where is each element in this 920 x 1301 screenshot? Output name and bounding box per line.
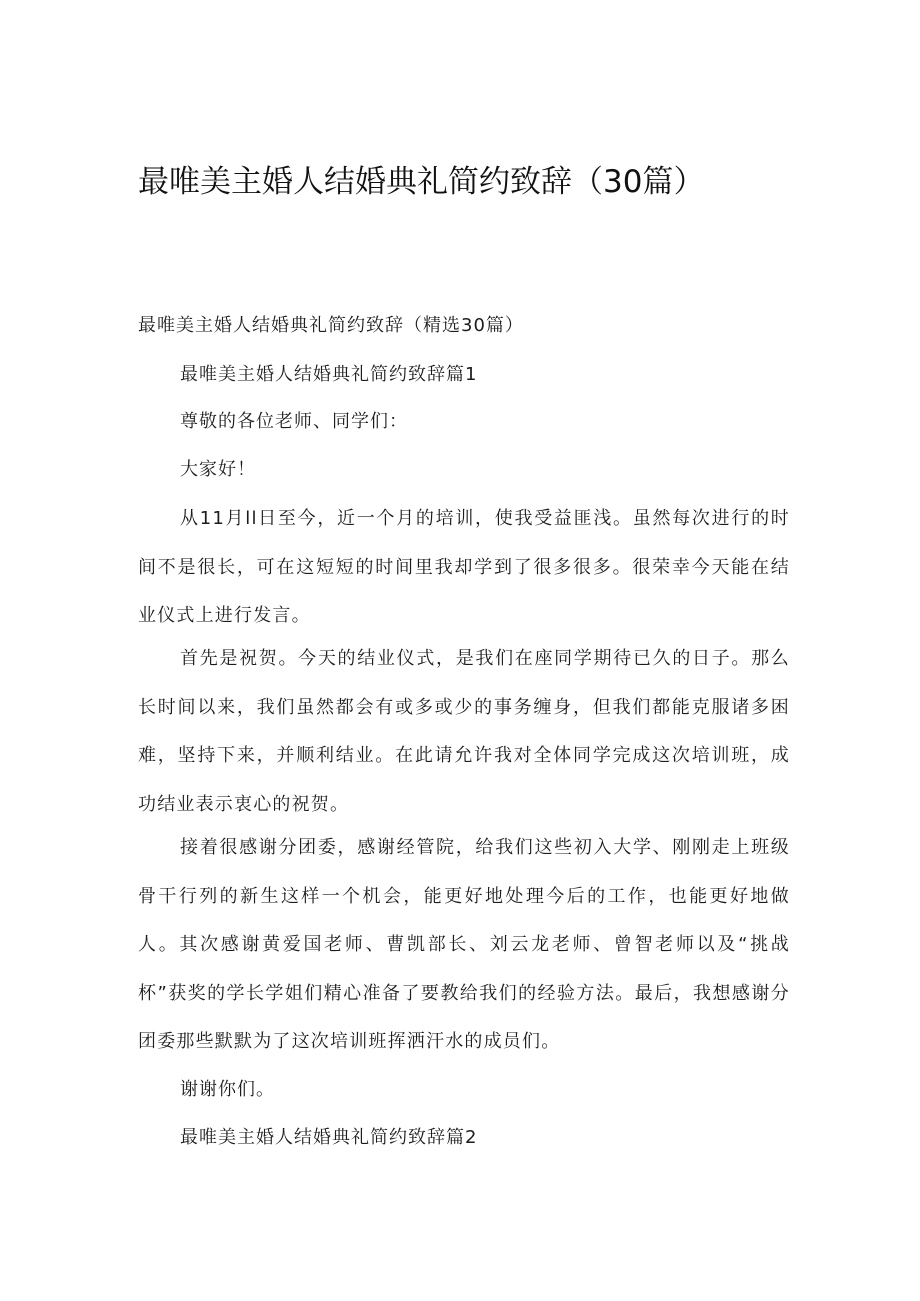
document-title: 最唯美主婚人结婚典礼简约致辞（30篇） — [138, 164, 705, 200]
thanks-line: 谢谢你们。 — [180, 1079, 275, 1100]
section-heading-1: 最唯美主婚人结婚典礼简约致辞篇1 — [180, 364, 478, 385]
paragraph-3: 接着很感谢分团委，感谢经管院，给我们这些初入大学、刚刚走上班级骨干行列的新生这样一个机会，能更好地处理今后的工作，也能更好地做人。其次感谢黄爱国老师、曹凯部长、刘云龙老师、曾智老师以及“挑战杯”获奖的学长学姐们精心准备了要教给我们的经验方法。最后，我想感谢分团委那些默默为了这次培训班挥洒汗水的成员们。 — [138, 837, 790, 1053]
salutation: 尊敬的各位老师、同学们： — [180, 411, 408, 432]
document-subtitle: 最唯美主婚人结婚典礼简约致辞（精选30篇） — [138, 315, 524, 336]
paragraph-1: 从11月ll日至今，近一个月的培训，使我受益匪浅。虽然每次进行的时间不是很长，可在这短短的时间里我却学到了很多很多。很荣幸今天能在结业仪式上进行发言。 — [138, 508, 790, 627]
paragraph-2: 首先是祝贺。今天的结业仪式，是我们在座同学期待已久的日子。那么长时间以来，我们虽然都会有或多或少的事务缠身，但我们都能克服诸多困难，坚持下来，并顺利结业。在此请允许我对全体同学完成这次培训班，成功结业表示衷心的祝贺。 — [138, 648, 790, 815]
section-heading-2: 最唯美主婚人结婚典礼简约致辞篇2 — [180, 1127, 478, 1148]
greeting: 大家好！ — [180, 459, 256, 480]
